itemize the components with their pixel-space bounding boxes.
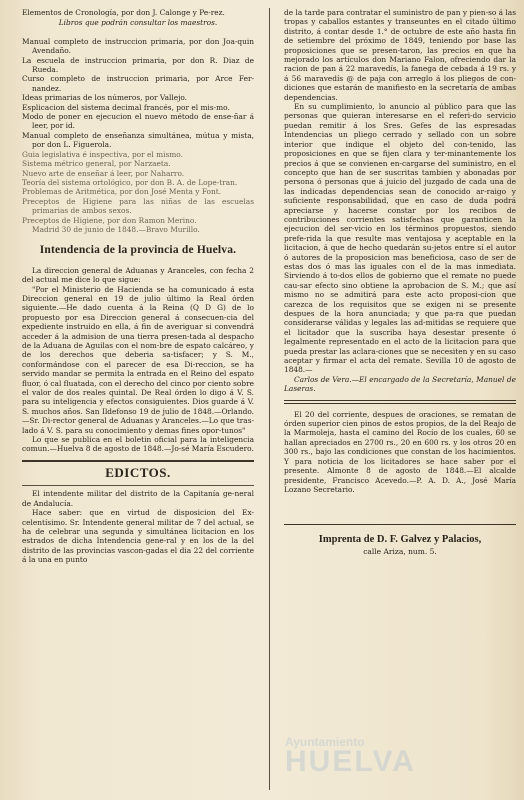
list-item: Curso completo de instruccion primaria, por Arce Fer-nandez. xyxy=(22,74,254,93)
list-item: Modo de poner en ejecucion el nuevo método de ense-ñar á leer, por id. xyxy=(22,112,254,131)
list-item: Elementos de Cronología, por don J. Calonge y Pe-rez. xyxy=(22,8,225,17)
paragraph: de la tarde para contratar el suministro de pan y pien-so á las tropas y caballos estantes y transeuntes en el citado último distrito, á contar desde 1.° de octubre de este año hasta fin de setiembre del próximo de 1849, teniendo por base las proposiciones que se presen-taron, las precios en que ha mejorado los artículos don Mariano Falon, ofreciendo dar la racion de pan á 22 maravedís, la fanega de cebada á 19 rs. y á 56 maravedís @ de paja con arreglo á los pliegos de con-diciones que estarán de manifiesto en la secretaría de ambas dependencias. xyxy=(284,8,516,102)
section-subtitle: Libros que podrán consultar los maestros. xyxy=(58,18,218,28)
watermark-line2: HUELVA xyxy=(285,745,416,778)
watermark-line1: Ayuntamiento xyxy=(285,735,365,749)
list-item: Sistema métrico general, por Narzaeta. xyxy=(22,159,171,169)
printer-name: Imprenta de D. F. Galvez y Palacios, xyxy=(318,534,482,546)
list-item: Manual completo de instruccion primaria, por don Joa-quin Avendaño. xyxy=(22,36,254,56)
divider xyxy=(22,485,254,486)
paragraph: El intendente militar del distrito de la Capitanía ge-neral de Andalucía. xyxy=(22,489,254,508)
left-column xyxy=(22,8,254,565)
right-column xyxy=(284,8,516,556)
list-item: Nuevo arte de enseñar á leer, por Naharro. xyxy=(22,168,185,178)
list-item: Teoría del sistema ortológico, por don B. A. de Lope-tran. xyxy=(22,177,238,187)
paragraph: La direccion general de Aduanas y Aranceles, con fecha 2 del actual me dice lo que sigue: xyxy=(22,265,254,285)
signature: Carlos de Vera.—El encargado de la Secretaría, Manuel de Laseras. xyxy=(284,374,516,394)
divider xyxy=(284,400,516,404)
printer-address: calle Ariza, num. 5. xyxy=(363,546,437,556)
list-item: Preceptos de Higiene para las niñas de las escuelas primarias de ambos sexos. xyxy=(22,196,254,216)
paragraph: "Por el Ministerio de Hacienda se ha comunicado á esta Direccion general en 19 de julio último la Real órden siguiente.—He dado cuenta á la Reina (Q D G) de lo propuesto por esa Direccion general á consecuen-cia del expediente instruido en ella, á fin de averiguar si convendrá acceder á la admision de una tierra presen-tada al despacho de la Aduana de Aguilas con el nom-bre de espato calcáreo, y de los derechos que deberia sa-tisfacer; y S. M., conformándose con el parecer de esa Di-reccion, se ha servido mandar se permita la entrada en el Reino del espato fluor, ó cal fluatada, con el derecho del cinco por ciento sobre el valor de dos reales quintal. De Real órden lo digo á V. S. para su inteligencia y efectos consiguientes. Dios guarde á V. S. muchos años. San Ildefonso 19 de julio de 1848.—Orlando.—Sr. Di-rector general de Aduanas y Aranceles.—Lo que tras-lado á V. S. para su conocimiento y demas fines opor-tunos" xyxy=(22,284,254,435)
list-item: Preceptos de Higiene, por don Ramon Merino. xyxy=(22,215,197,225)
list-item: Esplicacion del sistema decimal francés, por el mis-mo. xyxy=(22,102,230,112)
list-item: La escuela de instruccion primaria, por don R. Diaz de Rueda. xyxy=(22,55,254,75)
paragraph: En su cumplimiento, lo anuncio al público para que las personas que quieran interesarse en el referi-do servicio puedan remitir á los Sres. Gefes de las espresadas Intendencias un pliego cerrado y sellado con un sobre interior que indique el objeto del con-tenido, las proposiciones en que se fijen clara y ter-minantemente los precios á que se convienen en-cargarse del suministro, en el concepto que han de ser suscritas tambien y abonadas por persona ó personas que á juicio del juzgado de cada una de las indicadas dependencias sean de conocido ar-raigo y suficiente responsabilidad, que en caso de duda podrá apreciarse y hacerse constar por los recibos de contribuciones corrientes satisfechas que garanticen la ejecucion del ser-vicio en los términos propuestos, siendo prefe-rida la que resulte mas ventajosa y aceptable en la licitacion, á que de hecho quedarán su-jetos entre sí el autor ó autores de la proposicion mas beneficiosa, caso de ser de estas dos ó mas las iguales con el de la mas inmediata. Sirviendo á to-dos ellos de gobierno que el remate no puede cau-sar efecto sino obtiene la aprobacion de S. M.; que así mismo no se admitirá para este acto proposi-cion que carezca de los requisitos que se exigen ni se presente despues de la hora anunciada; y que pa-ra que puedan considerarse válidas y legales las ad-mitidas se requiere que el licitador que la suscriba haya desestar presente ó legalmente representado en el acto de la licitacion para que pueda prestar las aclara-ciones que se necesiten y en su caso aceptar y firmar el acta del remate. Sevilla 10 de agosto de 1848.— xyxy=(284,102,516,375)
section-heading: EDICTOS. xyxy=(105,464,171,480)
paragraph: El 20 del corriente, despues de oraciones, se rematan de órden superior cien pinos de estos propios, de la del Reajo de la Marmoleja, hasta el camino del Rocío de los cuales, 60 se hallan apreciados en 2700 rs., 20 en 600 rs. y los otros 20 en 300 rs., bajo las condiciones que constan de los hacimientos. Y para noticia de los licitadores se hace saber por el presente. Almonte 8 de agosto de 1848.—El alcalde presidente, Francisco Acevedo.—P. A. D. A., José María Lozano Secretario. xyxy=(284,409,516,494)
list-item: Ideas primarias de los números, por Vallejo. xyxy=(22,93,188,103)
list-item: Problemas de Aritmética, por don José Menta y Font. xyxy=(22,187,222,197)
list-item: Guia legislativa é inspectiva, por el mismo. xyxy=(22,149,183,159)
section-heading: Intendencia de la provincia de Huelva. xyxy=(39,244,237,257)
imprint xyxy=(284,524,516,556)
watermark xyxy=(285,735,416,779)
paragraph: Lo que se publica en el boletin oficial para la inteligencia comun.—Huelva 8 de agosto de 1848.—Jo-sé María Escudero. xyxy=(22,435,254,454)
signoff: Madrid 30 de junio de 1848.—Bravo Murillo. xyxy=(32,224,200,234)
column-divider xyxy=(269,8,270,790)
list-item: Manual completo de enseñanza simultánea, mútua y mista, por don L. Figuerola. xyxy=(22,130,254,150)
paragraph: Hace saber: que en virtud de disposicion del Ex-celentísimo. Sr. Intendente general militar de 7 del actual, se ha de celebrar una segunda y simultánea licitacion en los estrados de dicha Intendencia gene-ral y en los de la del distrito de las provincias vascon-gadas el dia 22 del corriente á la una en punto xyxy=(22,508,254,565)
divider xyxy=(22,460,254,462)
